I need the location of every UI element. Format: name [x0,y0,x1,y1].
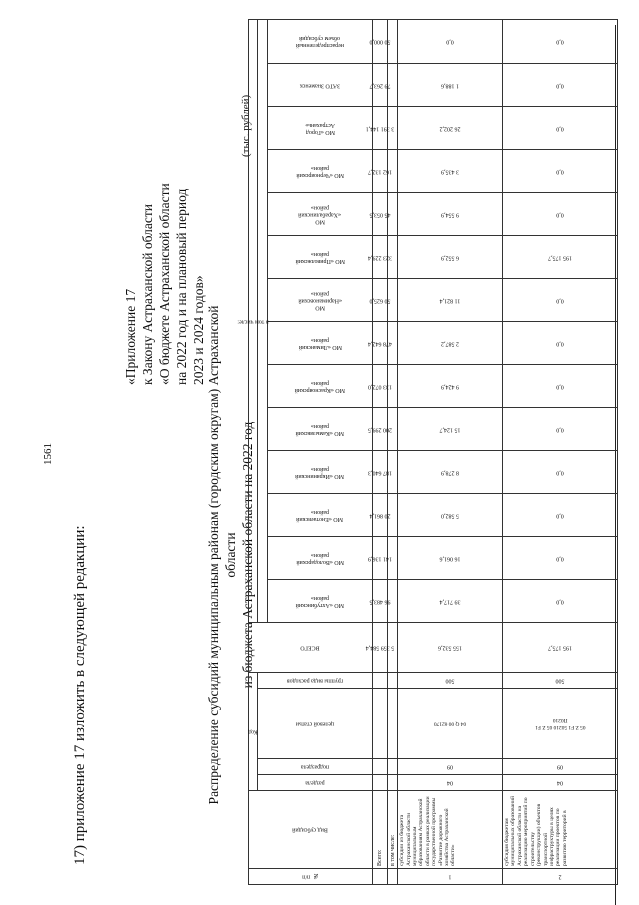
cell-text: 50 000,0 [369,38,391,45]
row-total [398,623,503,673]
cell-text: 5 582,0 [441,512,460,519]
header-recipient-text: МО «Камызякский район» [295,423,344,436]
cell-text: в том числе: [237,318,269,325]
row-value [398,494,503,537]
including-empty [388,689,398,759]
header-recipient [267,107,372,150]
header-target-article-text: целевой статьи [295,721,335,727]
header-recipient [267,19,372,63]
cell-text: 500 [555,678,565,684]
header-recipient-text: МО «Ахтубинский район» [295,595,344,608]
header-recipient [267,279,372,322]
cell-text: 3 435,9 [441,168,460,175]
row-subsection [398,759,503,775]
total-value [367,322,392,365]
cell-text: 3 391 144,1 [365,125,395,132]
cell-text: 0,0 [556,125,564,132]
row-target-article [398,689,503,759]
header-recipient [267,64,372,107]
row-value [398,279,503,322]
row-num [503,869,618,885]
cell-text: 5 359 584,4 [365,645,395,651]
row-value [398,322,503,365]
cell-text: 0,0 [556,82,564,89]
row-expense-group [398,673,503,689]
cell-text: 0,0 [556,383,564,390]
header-name [249,791,373,869]
cell-text: 187 640,3 [367,469,392,476]
cell-text: 0,0 [446,38,454,45]
header-recipient-text: МО «Харабалинский район» [298,204,342,225]
row-value [503,150,618,193]
cell-text: 50 625,0 [369,297,391,304]
cell-text: 0,0 [556,598,564,605]
cell-text: 09 [447,764,454,770]
row-value [398,365,503,408]
cell-text: 0,0 [556,555,564,562]
header-section [257,775,372,791]
row-value [398,19,503,63]
cell-text: 9 424,9 [441,383,460,390]
cell-text: Вид субсидий [292,827,329,833]
cell-text: 1 188,6 [441,82,460,89]
total-value [369,64,391,107]
header-recipient [267,236,372,279]
cell-text: 39 717,4 [439,598,461,605]
header-recipient [267,150,372,193]
row-value [503,408,618,451]
page-number: 1561 [42,443,54,465]
cell-text: 20 861,4 [369,512,391,519]
cell-text: 2 [558,874,562,880]
header-recipient-text: МО «Город Астрахань» [304,122,335,135]
cell-text: 09 [557,764,564,770]
cell-text: ВСЕГО [300,645,321,651]
row-target-article [503,689,618,759]
header-subsection [257,759,372,775]
cell-text: 0,0 [556,211,564,218]
row-value [398,236,503,279]
row-value [503,193,618,236]
unit-label: (тыс. рублей) [240,94,252,157]
cell-text: 200 299,5 [367,426,392,433]
total-value [369,279,391,322]
cell-text: 162 132,7 [367,168,392,175]
row-value [398,408,503,451]
row-value [503,236,618,279]
annex-heading [122,85,207,385]
row-value [503,451,618,494]
total-value [369,193,391,236]
total-value [369,494,391,537]
row-value [398,107,503,150]
cell-text: Код [248,729,258,735]
cell-text: 0,0 [556,512,564,519]
cell-text: 1 [448,874,452,880]
cell-text: 0,0 [556,426,564,433]
row-value [398,537,503,580]
cell-text: 04 [447,780,454,786]
cell-text: 79 263,7 [369,82,391,89]
cell-text: 195 175,7 [548,254,573,261]
header-recipient-text: МО «Лиманский район» [298,337,342,350]
header-expense-group-text: группы вида расходов [286,678,343,684]
cell-text: 0,0 [556,38,564,45]
row-section [398,775,503,791]
cell-text: № п/п [302,874,319,880]
cell-text: 2 587,2 [441,340,460,347]
including-empty [388,775,398,791]
row-value [398,64,503,107]
row-name: субсидии из бюджета Астраханской области муниципальным образованиям Астраханской области в рамках реализации государственной программы «Развитие дорожного хозяйства Астраханской области» [398,791,503,869]
cell-text: 16 061,6 [439,555,461,562]
annex-line: на 2022 год и на плановый период [174,188,189,385]
table-row [503,19,618,884]
row-value [503,279,618,322]
including-empty [388,759,398,775]
header-recipient-text: нераспределенный объем субсидий [295,35,344,49]
header-recipient [267,193,372,236]
cell-text: 8 278,9 [441,469,460,476]
annex-line: 2023 и 2024 годов» [191,275,206,385]
total-value [367,236,392,279]
header-subsection-text: подраздела [300,764,329,770]
header-recipient-text: ЗАТО Знаменск [299,82,340,89]
cell-value: 04 Q 00 62170 [433,721,467,727]
header-recipient-text: МО «Приволжский район» [295,251,345,264]
annex-line: «О бюджете Астраханской области [157,183,172,385]
header-recipient-text: МО «Черноярский район» [295,165,344,178]
row-subsection [503,759,618,775]
header-code [249,673,258,791]
row-value [398,580,503,623]
header-recipient [267,537,372,580]
annex-line: к Закону Астраханской области [140,203,155,385]
total-code-empty [372,775,387,791]
header-total [249,623,373,673]
header-target-article [257,689,372,759]
total-code-empty [372,759,387,775]
header-recipient-text: МО «Володарский район» [295,552,344,565]
header-recipient [267,365,372,408]
cell-text: 133 072,0 [367,383,392,390]
row-value [398,150,503,193]
total-code-empty [372,673,387,689]
header-section-text: раздела [305,780,325,786]
row-value [398,193,503,236]
cell-text: 0,0 [556,469,564,476]
intro-text: 17) приложение 17 изложить в следующей редакции: [72,525,88,865]
header-recipient [267,408,372,451]
including-row [388,19,398,884]
cell-text: 26 202,2 [439,125,461,132]
header-recipient-text: МО «Енотаевский район» [296,509,344,522]
cell-text: 141 136,9 [367,555,392,562]
total-row [372,19,387,884]
cell-text: 0,0 [556,340,564,347]
total-value [367,365,392,408]
cell-text: 155 532,6 [438,645,463,651]
header-recipient [267,494,372,537]
header-recipient-text: МО «Красноярский район» [294,380,345,393]
total-num [372,869,387,885]
row-value [503,19,618,63]
cell-text: 500 [445,678,455,684]
cell-text: 96 483,5 [369,598,391,605]
cell-value: 05 Z F1 50210 05 Z F1 П0210 [534,717,586,731]
annex-line: «Приложение 17 [123,288,138,385]
cell-text: 04 [557,780,564,786]
row-value [503,580,618,623]
row-value [398,451,503,494]
total-value [365,107,395,150]
header-recipient-text: МО «Наримановский район» [297,290,342,311]
header-recipient [267,322,372,365]
header-recipient [267,451,372,494]
total-value [367,537,392,580]
row-name: субсидия бюджетам муниципальных образований Астраханской области на реализацию мероприятий по строительству (реконструкции) объектов транспортной инфраструктуры в целях реализации проектов по развитию территорий в [503,791,618,869]
row-value [503,494,618,537]
cell-text: 11 821,4 [439,297,461,304]
cell-text: 6 552,9 [441,254,460,261]
row-total [503,623,618,673]
cell-text: 0,0 [556,297,564,304]
total-sum [365,623,395,673]
row-value [503,107,618,150]
cell-text: 0,0 [556,168,564,175]
row-value [503,537,618,580]
row-value [503,322,618,365]
cell-text: 9 554,9 [441,211,460,218]
total-value [367,408,392,451]
total-value [367,451,392,494]
row-num [398,869,503,885]
header-expense-group [257,673,372,689]
row-value [503,365,618,408]
including-num [388,869,398,885]
table-title-line: Распределение субсидий муниципальным районам (городским округам) Астраханской области [206,305,238,805]
cell-text: 478 642,4 [367,340,392,347]
total-code-empty [372,689,387,759]
header-num [249,869,373,885]
cell-text: 195 175,7 [548,645,573,651]
table-row [398,19,503,884]
including-label: в том числе: [388,791,398,869]
row-section [503,775,618,791]
table-title-line: из бюджета Астраханской области на 2022 год [240,421,255,689]
header-recipient [267,580,372,623]
total-value [367,150,392,193]
cell-text: 45 053,5 [369,211,391,218]
row-value [503,64,618,107]
total-label: Всего: [372,791,387,869]
total-value [369,19,391,63]
total-value [369,580,391,623]
header-recipient-text: МО «Икрянинский район» [295,466,345,479]
row-expense-group [503,673,618,689]
cell-text: 323 229,4 [367,254,392,261]
including-empty [388,673,398,689]
cell-text: 15 124,7 [439,426,461,433]
